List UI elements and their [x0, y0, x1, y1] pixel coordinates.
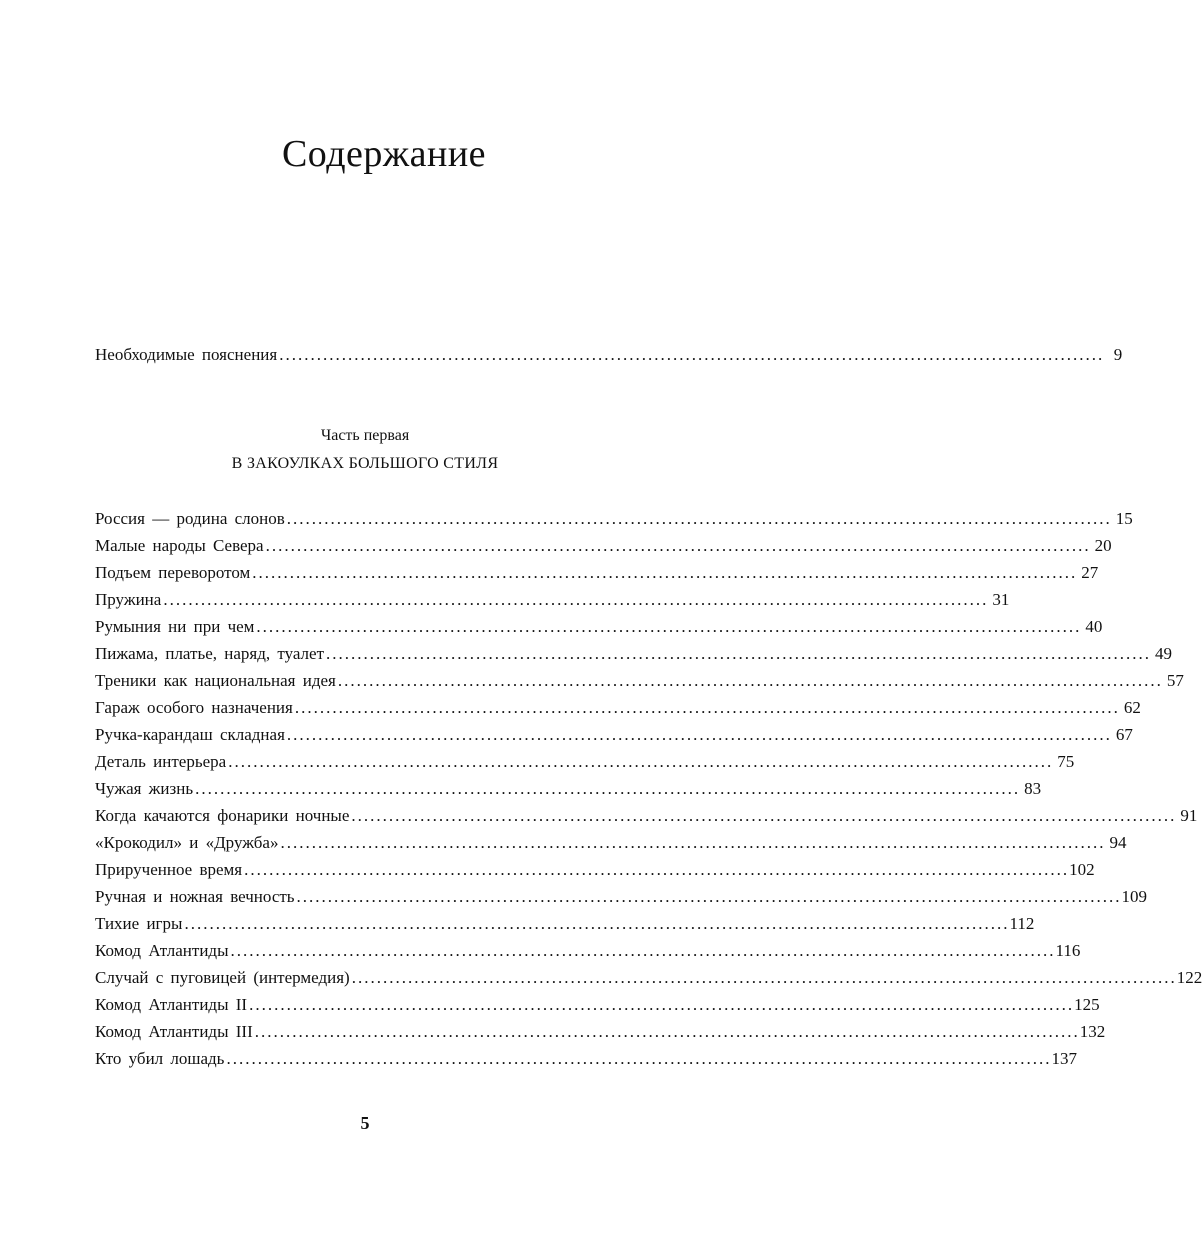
toc-entry-title: Тихие игры	[95, 914, 183, 933]
dot-leader: ....................................................................................................................................	[228, 752, 1054, 771]
toc-entry	[95, 964, 1202, 991]
dot-leader: ....................................................................................................................................	[195, 779, 1021, 798]
toc-entry-title: Деталь интерьера	[95, 752, 227, 771]
dot-leader: ....................................................................................................................................	[249, 995, 1075, 1014]
toc-entry-title: Комод Атлантиды	[95, 941, 229, 960]
toc-entry-title: Пружина	[95, 590, 162, 609]
toc-entry-page: 94	[1109, 833, 1127, 852]
toc-entry-title: Кто убил лошадь	[95, 1049, 225, 1068]
dot-leader: ....................................................................................................................................	[244, 860, 1070, 879]
toc-entry-page: 137	[1051, 1049, 1077, 1068]
toc-entry-page: 109	[1121, 887, 1148, 906]
dot-leader: ....................................................................................................................................	[265, 536, 1091, 555]
dot-leader: ....................................................................................................................................	[337, 671, 1163, 690]
toc-entry	[95, 937, 1081, 964]
toc-entry-title: Прирученное время	[95, 860, 243, 879]
toc-entry-page: 112	[1009, 914, 1035, 933]
toc-entry	[95, 721, 1133, 748]
toc-entry-title: Чужая жизнь	[95, 779, 194, 798]
page-number: 5	[360, 1113, 370, 1133]
toc-entry	[95, 559, 1099, 586]
toc-entry-title: Россия — родина слонов	[95, 509, 285, 528]
toc-entry	[95, 775, 1042, 802]
dot-leader: ....................................................................................................................................	[279, 345, 1105, 364]
toc-entry	[95, 532, 1112, 559]
toc-entry-page: 122	[1176, 968, 1202, 987]
toc-entry-title: Треники как национальная идея	[95, 671, 336, 690]
dot-leader: ....................................................................................................................................	[226, 1049, 1052, 1068]
dot-leader: ....................................................................................................................................	[351, 806, 1177, 825]
toc-entry	[95, 883, 1148, 910]
toc-entry	[95, 802, 1198, 829]
toc-entry	[95, 586, 1010, 613]
toc-entry-page: 125	[1074, 995, 1100, 1014]
toc-entry-page: 15	[1115, 509, 1133, 528]
toc-entry-title: «Крокодил» и «Дружба»	[95, 833, 279, 852]
toc-entry-intro	[95, 341, 1123, 368]
toc-entry	[95, 640, 1173, 667]
toc-entry-page: 27	[1081, 563, 1099, 582]
toc-entry	[95, 694, 1141, 721]
dot-leader: ....................................................................................................................................	[230, 941, 1056, 960]
toc-entry-title: Ручка-карандаш складная	[95, 725, 285, 744]
toc-entry-title: Гараж особого назначения	[95, 698, 293, 717]
toc-entry-title: Когда качаются фонарики ночные	[95, 806, 350, 825]
toc-entry-page: 67	[1115, 725, 1133, 744]
dot-leader: ....................................................................................................................................	[296, 887, 1122, 906]
toc-entry-page: 49	[1155, 644, 1173, 663]
dot-leader: ....................................................................................................................................	[286, 725, 1112, 744]
dot-leader: ....................................................................................................................................	[294, 698, 1120, 717]
dot-leader: ....................................................................................................................................	[326, 644, 1152, 663]
toc-entry-title: Комод Атлантиды III	[95, 1022, 253, 1041]
dot-leader: ....................................................................................................................................	[280, 833, 1106, 852]
toc-entry-page: 62	[1123, 698, 1141, 717]
toc-entry-title: Румыния ни при чем	[95, 617, 255, 636]
dot-leader: ....................................................................................................................................	[256, 617, 1082, 636]
toc-entry	[95, 667, 1184, 694]
dot-leader: ....................................................................................................................................	[286, 509, 1112, 528]
toc-entry	[95, 856, 1095, 883]
toc-entry-title: Малые народы Севера	[95, 536, 264, 555]
toc-entry-title: Комод Атлантиды II	[95, 995, 248, 1014]
page-title: Содержание	[281, 133, 487, 175]
toc-entry-page: 20	[1094, 536, 1112, 555]
toc-entry-page: 31	[992, 590, 1010, 609]
part-label: Часть первая	[320, 427, 410, 444]
toc-entry-page: 91	[1180, 806, 1198, 825]
toc-entry-page: 83	[1024, 779, 1042, 798]
part-title: В ЗАКОУЛКАХ БОЛЬШОГО СТИЛЯ	[231, 455, 499, 472]
toc-entry-title: Ручная и ножная вечность	[95, 887, 295, 906]
toc-entry-page: 75	[1057, 752, 1075, 771]
toc-entry	[95, 910, 1035, 937]
toc-entry	[95, 1018, 1106, 1045]
toc-entry	[95, 613, 1103, 640]
dot-leader: ....................................................................................................................................	[252, 563, 1078, 582]
toc-entry-title: Необходимые пояснения	[95, 345, 278, 364]
toc-entry-title: Подъем переворотом	[95, 563, 251, 582]
toc-entry-page: 102	[1069, 860, 1095, 879]
toc-entry	[95, 505, 1133, 532]
toc-entry	[95, 991, 1100, 1018]
toc-entry-title: Пижама, платье, наряд, туалет	[95, 644, 325, 663]
dot-leader: ....................................................................................................................................	[184, 914, 1010, 933]
toc-entry-page: 40	[1085, 617, 1103, 636]
dot-leader: ....................................................................................................................................	[254, 1022, 1080, 1041]
dot-leader: ....................................................................................................................................	[163, 590, 989, 609]
toc-entry-page: 132	[1079, 1022, 1106, 1041]
toc-entry-title: Случай с пуговицей (интермедия)	[95, 968, 350, 987]
toc-entry	[95, 829, 1127, 856]
toc-entry-page: 116	[1055, 941, 1081, 960]
toc-entry	[95, 748, 1075, 775]
toc-entry-page: 57	[1166, 671, 1184, 690]
toc-entry	[95, 1045, 1077, 1072]
toc-entry-page: 9	[1113, 345, 1123, 364]
dot-leader: ....................................................................................................................................	[351, 968, 1177, 987]
